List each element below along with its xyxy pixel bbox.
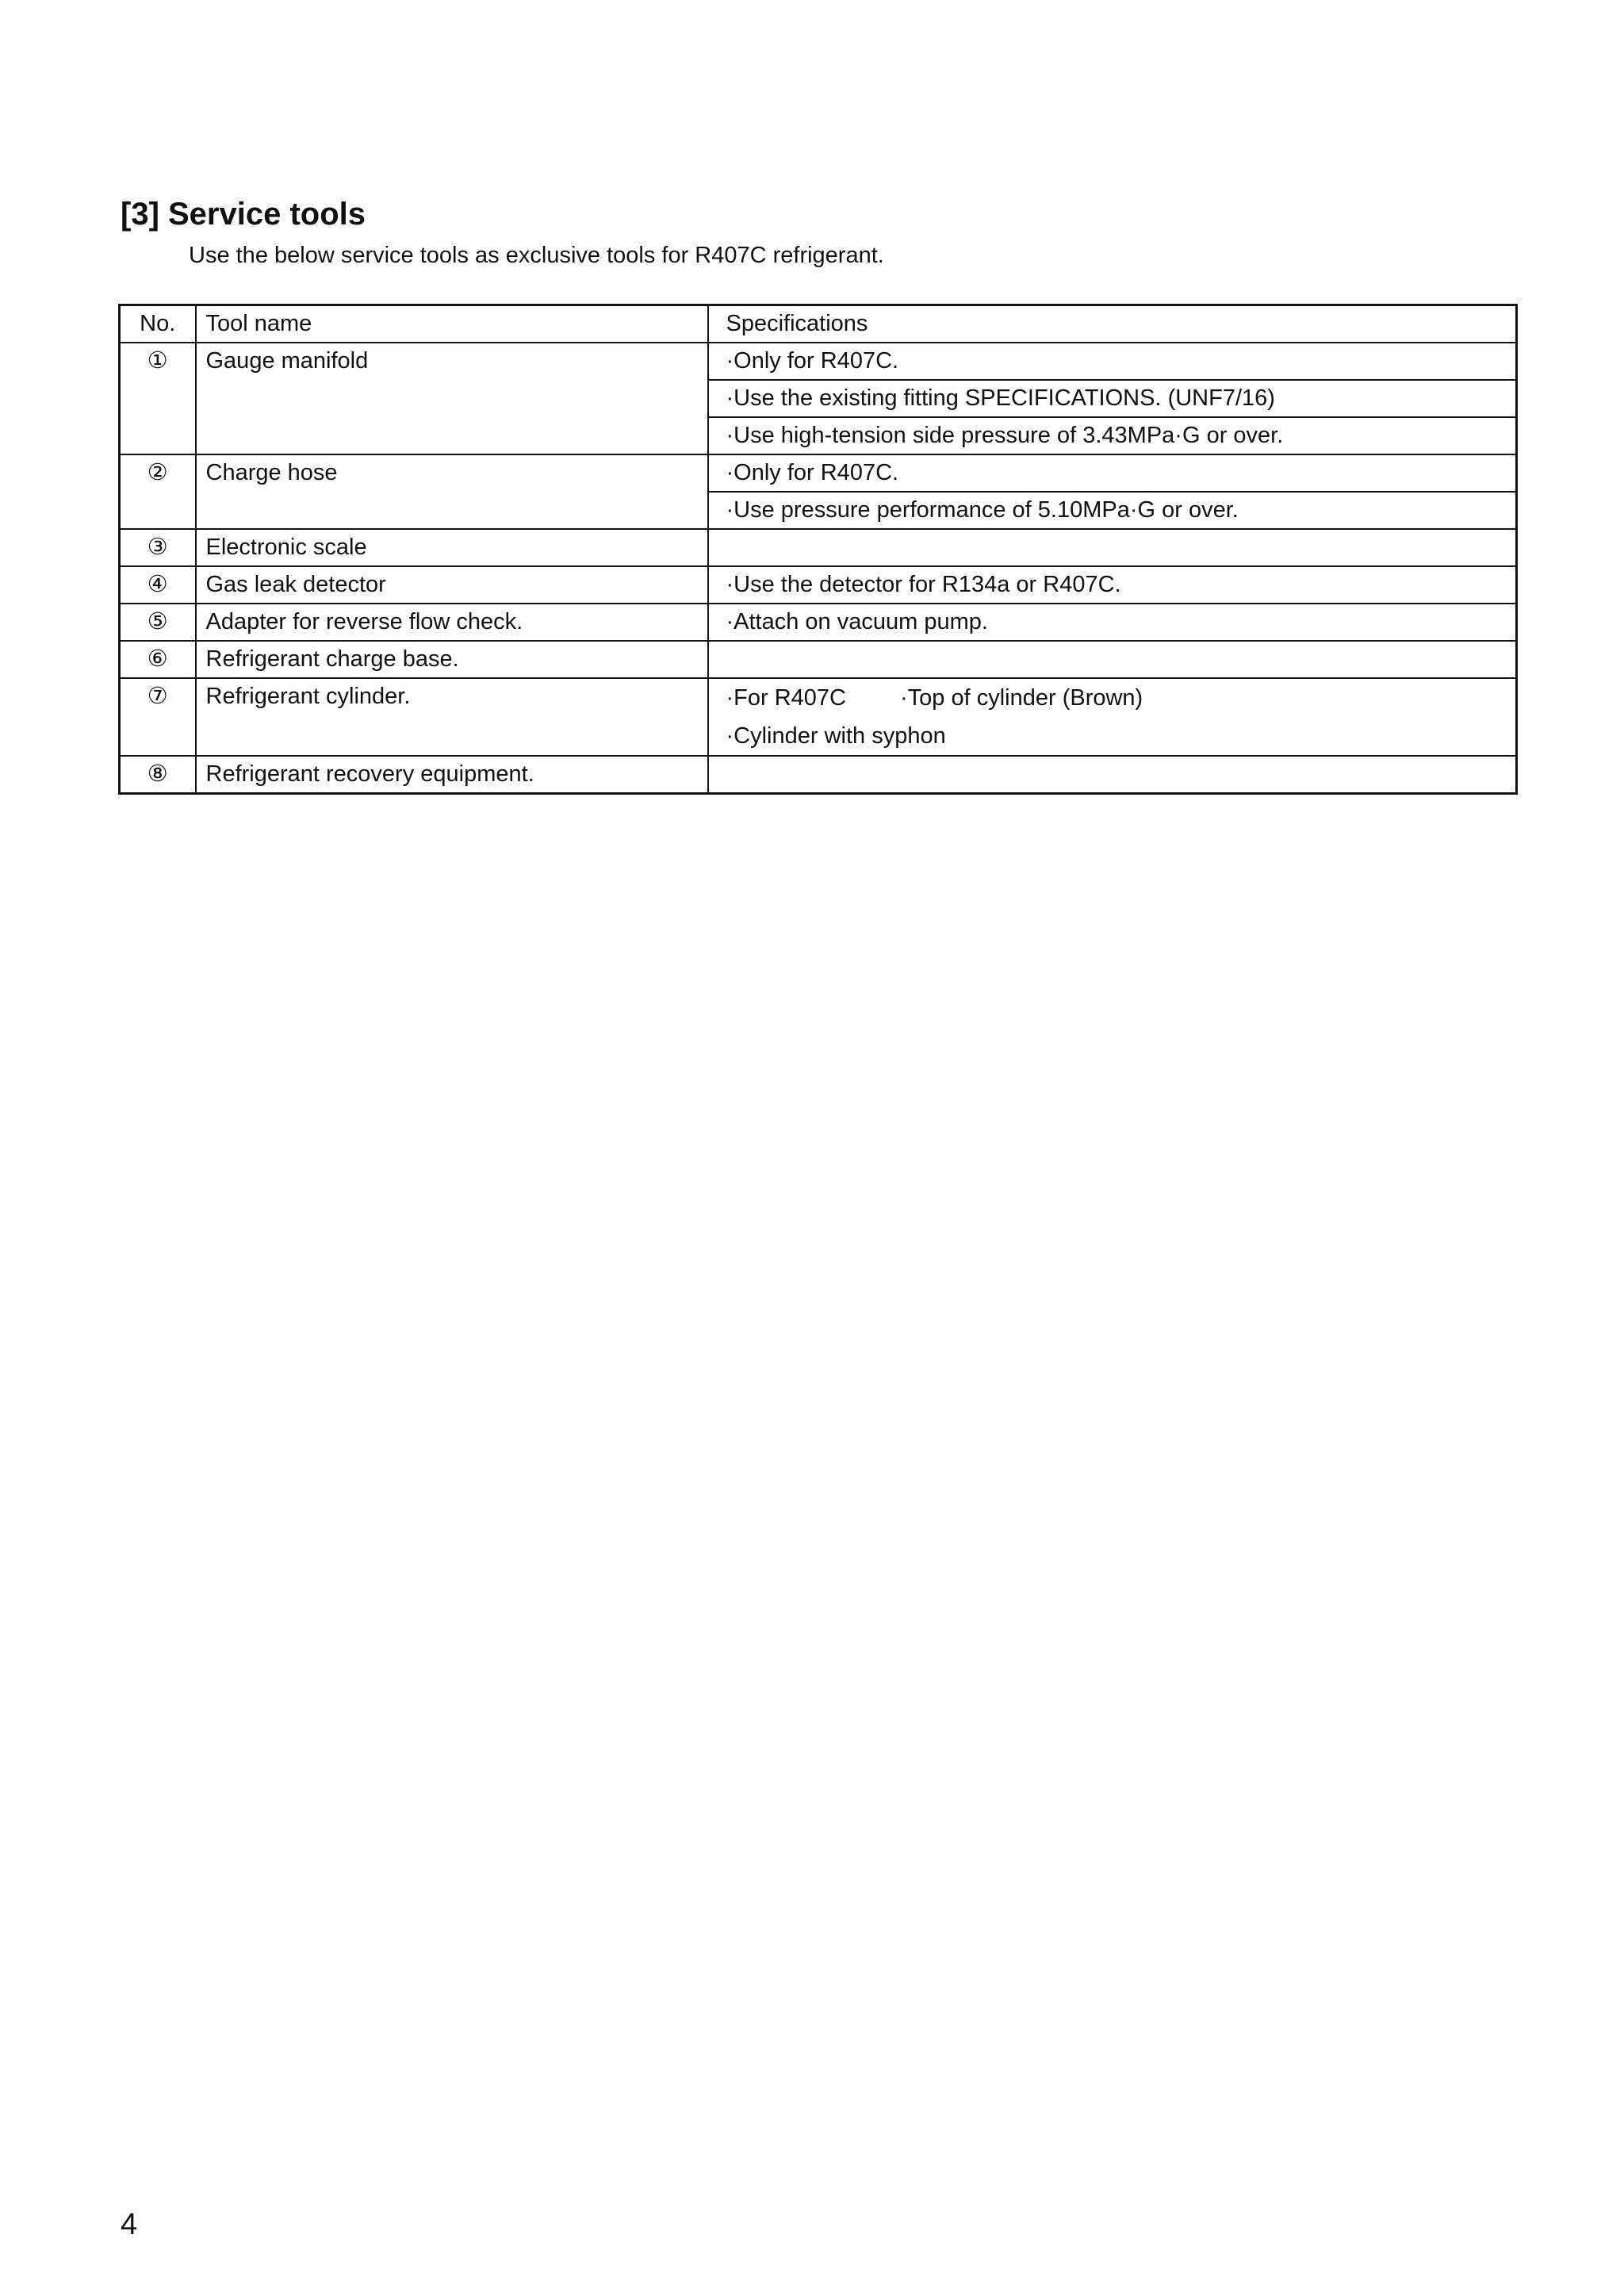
spec-item [708, 529, 1517, 566]
service-tools-table [118, 304, 1518, 795]
tool-name: Gauge manifold [196, 343, 708, 454]
row-number: ⑥ [120, 641, 196, 678]
spec-item: ·Use high-tension side pressure of 3.43MPa·G or over. [708, 417, 1517, 454]
table-header-row [120, 305, 1517, 343]
row-number: ⑦ [120, 678, 196, 756]
spec-item: ·Attach on vacuum pump. [708, 604, 1517, 641]
table-row [120, 343, 1517, 380]
tool-name: Charge hose [196, 454, 708, 529]
table-row [120, 454, 1517, 492]
row-number: ③ [120, 529, 196, 566]
table-row [120, 641, 1517, 678]
section-title: [3] Service tools [121, 197, 366, 232]
spec-cell-multiline [708, 678, 1517, 756]
table-row [120, 756, 1517, 794]
tool-name: Gas leak detector [196, 566, 708, 604]
tool-name: Refrigerant recovery equipment. [196, 756, 708, 794]
spec-item-extra: ·Top of cylinder (Brown) [900, 685, 1143, 711]
row-number: ⑧ [120, 756, 196, 794]
tool-name: Adapter for reverse flow check. [196, 604, 708, 641]
table-row [120, 678, 1517, 756]
header-tool-name: Tool name [196, 305, 708, 343]
tool-name: Refrigerant charge base. [196, 641, 708, 678]
header-no: No. [120, 305, 196, 343]
row-number: ① [120, 343, 196, 454]
spec-item: ·Only for R407C. [708, 343, 1517, 380]
tool-name: Electronic scale [196, 529, 708, 566]
header-specifications: Specifications [708, 305, 1517, 343]
page-number: 4 [121, 2208, 138, 2241]
tool-name: Refrigerant cylinder. [196, 678, 708, 756]
spec-item [708, 756, 1517, 794]
row-number: ④ [120, 566, 196, 604]
spec-item: ·For R407C [726, 685, 846, 711]
spec-item: ·Only for R407C. [708, 454, 1517, 492]
spec-line [726, 679, 1516, 717]
spec-item [708, 641, 1517, 678]
table-row [120, 566, 1517, 604]
row-number: ⑤ [120, 604, 196, 641]
table-row [120, 604, 1517, 641]
spec-item: ·Use pressure performance of 5.10MPa·G or over. [708, 492, 1517, 529]
spec-item: ·Use the existing fitting SPECIFICATIONS. (UNF7/16) [708, 380, 1517, 417]
table-row [120, 529, 1517, 566]
row-number: ② [120, 454, 196, 529]
section-intro: Use the below service tools as exclusive tools for R407C refrigerant. [189, 243, 884, 268]
spec-item: ·Cylinder with syphon [726, 723, 946, 749]
spec-item: ·Use the detector for R134a or R407C. [708, 566, 1517, 604]
